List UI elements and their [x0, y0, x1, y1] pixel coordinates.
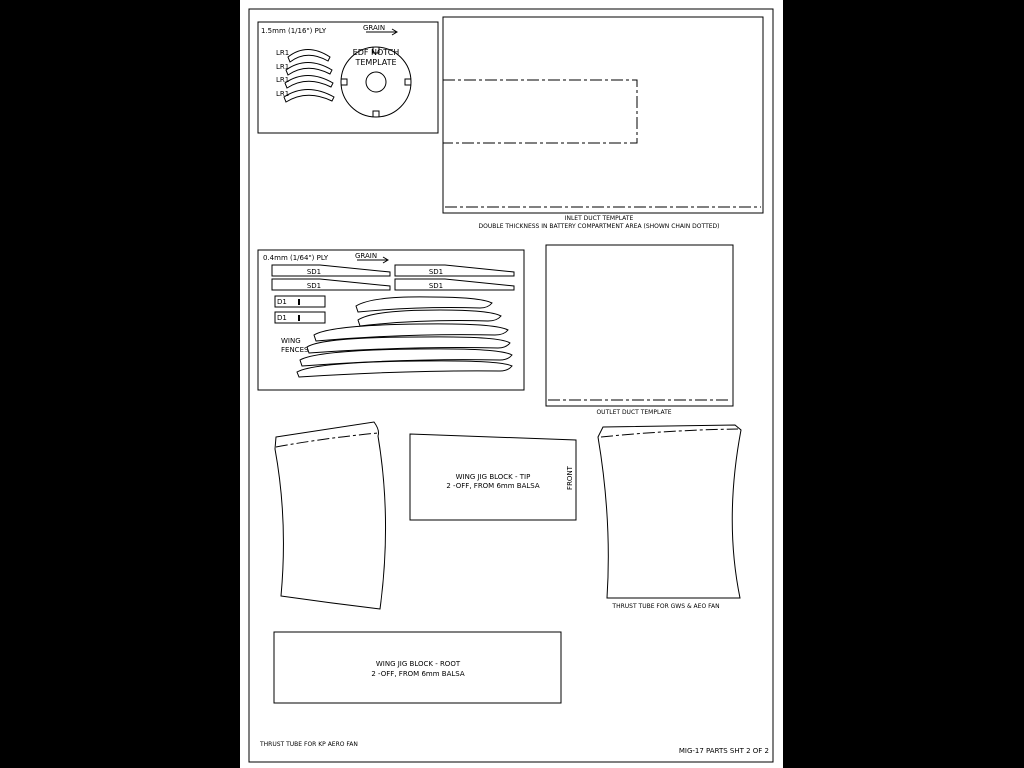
d1-notch [298, 315, 300, 321]
ply-1-5-heading: 1.5mm (1/16") PLY [261, 27, 327, 35]
wing-fences-label: WING [281, 337, 301, 345]
thrust-tube-gws-overlap-line [601, 429, 738, 437]
title-block: MIG-17 PARTS SHT 2 OF 2 [678, 747, 769, 755]
sheet-border [249, 9, 773, 762]
grain-label-2: GRAIN [355, 252, 378, 260]
wing-fence [314, 324, 508, 341]
lr1-parts [284, 50, 334, 103]
sd1-label: SD1 [306, 268, 322, 276]
sd1-label: SD1 [306, 282, 322, 290]
inlet-duct-template [443, 17, 763, 213]
edf-template-label: TEMPLATE [355, 58, 397, 67]
jig-root-title: WING JIG BLOCK - ROOT [375, 660, 461, 668]
lr1-part [288, 50, 330, 63]
lr1-label: LR1 [276, 76, 290, 84]
thrust-tube-kp [275, 422, 386, 609]
inlet-duct-note: DOUBLE THICKNESS IN BATTERY COMPARTMENT AREA (SHOWN CHAIN DOTTED) [478, 223, 720, 230]
notch [341, 79, 347, 85]
jig-root-note: 2 -OFF, FROM 6mm BALSA [371, 670, 465, 678]
outlet-duct-caption: OUTLET DUCT TEMPLATE [596, 409, 672, 416]
notch [405, 79, 411, 85]
d1-label: D1 [277, 298, 287, 306]
inlet-duct-caption: INLET DUCT TEMPLATE [564, 215, 634, 222]
wing-fence [297, 361, 512, 377]
d1-label: D1 [277, 314, 287, 322]
sd1-part [395, 279, 514, 290]
lr1-part [285, 76, 333, 89]
notch [373, 111, 379, 117]
jig-tip-front-label: FRONT [566, 466, 574, 490]
edf-template-label: EDF NOTCH [352, 48, 400, 57]
sd1-part [272, 279, 390, 290]
lr1-label: LR1 [276, 49, 290, 57]
outlet-duct-template [546, 245, 733, 406]
lr1-part [286, 63, 332, 76]
thrust-tube-gws-caption: THRUST TUBE FOR GWS & AEO FAN [612, 603, 720, 610]
wing-fences-label: FENCES [281, 346, 309, 354]
jig-tip-note: 2 -OFF, FROM 6mm BALSA [446, 482, 540, 490]
ply-0-4-panel [258, 250, 524, 390]
kp-thrust-tube-note: THRUST TUBE FOR KP AERO FAN [260, 741, 358, 748]
sd1-part [395, 265, 514, 276]
thrust-tube-gws [598, 425, 741, 598]
lr1-part [284, 90, 334, 103]
sd1-part [272, 265, 390, 276]
wing-fences-parts [297, 297, 512, 377]
battery-area-chain-line [443, 80, 637, 143]
lr1-label: LR1 [276, 63, 290, 71]
ply-0-4-heading: 0.4mm (1/64") PLY [263, 254, 329, 262]
sd1-label: SD1 [428, 268, 444, 276]
d1-notch [298, 299, 300, 305]
jig-tip-title: WING JIG BLOCK - TIP [455, 473, 531, 481]
template-inner-circle [366, 72, 386, 92]
sd1-label: SD1 [428, 282, 444, 290]
grain-label-1: GRAIN [363, 24, 386, 32]
lr1-label: LR1 [276, 90, 290, 98]
